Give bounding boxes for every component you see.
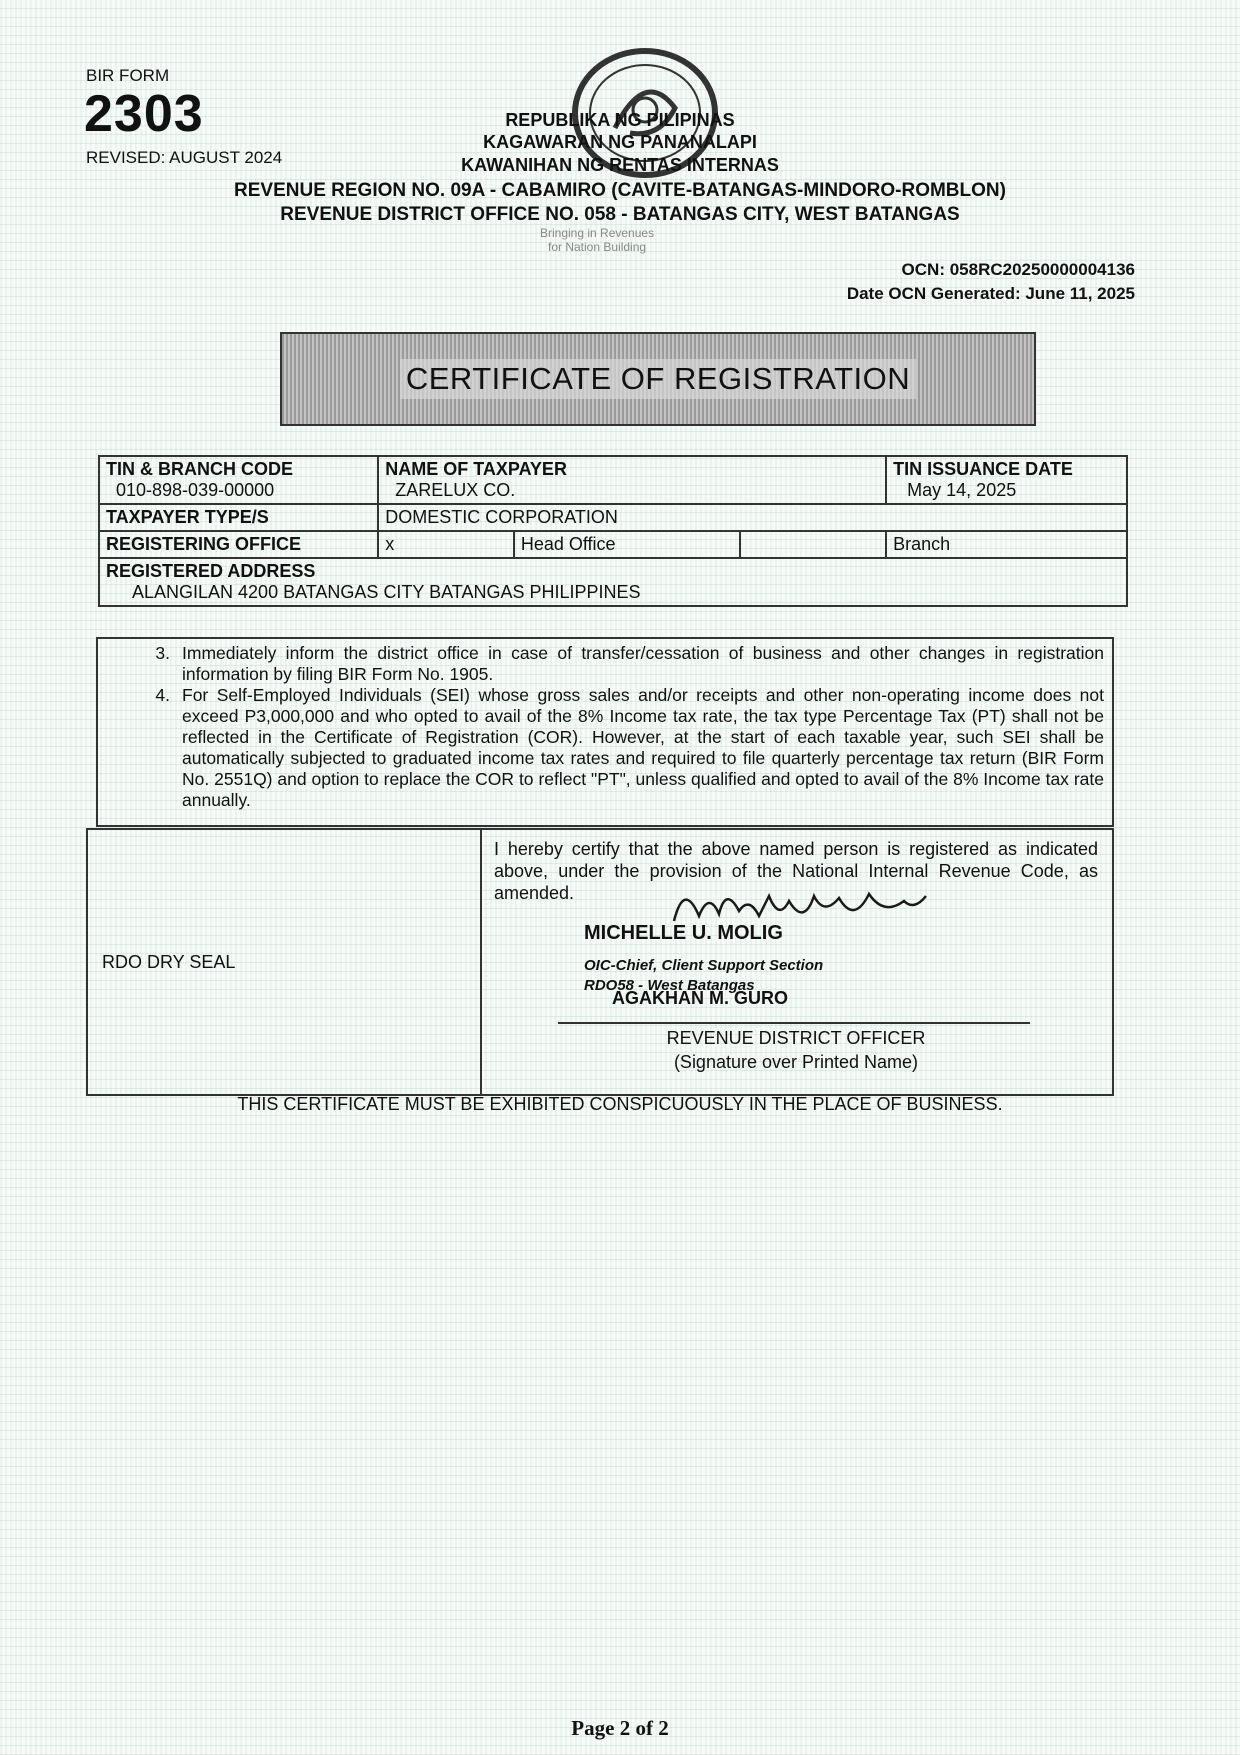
- motto: [540, 226, 654, 254]
- info-row-office: [99, 531, 1127, 558]
- header-bureau: KAWANIHAN NG RENTAS INTERNAS: [461, 155, 779, 175]
- issuance-value: May 14, 2025: [907, 480, 1017, 500]
- address-cell: [99, 558, 1127, 606]
- tin-cell: [99, 456, 378, 504]
- head-office-label: Head Office: [514, 531, 741, 558]
- title-band: [280, 332, 1036, 426]
- info-row-tin: [99, 456, 1127, 504]
- tin-value: 010-898-039-00000: [116, 480, 275, 500]
- ocn-block: [847, 258, 1135, 306]
- taxpayer-type-value: DOMESTIC CORPORATION: [378, 504, 1127, 531]
- taxpayer-type-label: TAXPAYER TYPE/S: [99, 504, 378, 531]
- rdo-name: AGAKHAN M. GURO: [612, 988, 788, 1008]
- note-3-number: 3.: [155, 643, 170, 663]
- rdo-subtitle: (Signature over Printed Name): [673, 1052, 919, 1072]
- signer-title-line-1: OIC-Chief, Client Support Section: [584, 957, 824, 974]
- address-label: REGISTERED ADDRESS: [106, 561, 316, 581]
- page-number: Page 2 of 2: [571, 1716, 669, 1740]
- branch-mark: [740, 531, 886, 558]
- head-office-mark: x: [378, 531, 514, 558]
- certificate-title: CERTIFICATE OF REGISTRATION: [400, 359, 916, 399]
- header-district: REVENUE DISTRICT OFFICE NO. 058 - BATANGAS CITY, WEST BATANGAS: [280, 204, 960, 225]
- certification-text: I hereby certify that the above named person is registered as indicated above, under the provision of the National Internal Revenue Code, as amended.: [494, 839, 1098, 903]
- form-revised: REVISED: AUGUST 2024: [86, 148, 283, 167]
- dry-seal-area: [88, 830, 482, 1094]
- address-value: ALANGILAN 4200 BATANGAS CITY BATANGAS PHILIPPINES: [132, 582, 641, 602]
- header-department: KAGAWARAN NG PANANALAPI: [483, 132, 757, 152]
- taxpayer-name-cell: [378, 456, 886, 504]
- rdo-title-block: [560, 1026, 1032, 1074]
- info-row-address: [99, 558, 1127, 606]
- note-4-text: For Self-Employed Individuals (SEI) whose gross sales and/or receipts and other non-operating income does not exceed P3,000,000 and who opted to avail of the 8% Income tax rate, the tax type Percentage Tax (PT) shall not be reflected in the Certificate of Registration (COR). However, at the start of each taxable year, such SEI shall be automatically subjected to graduated income tax rates and required to file quarterly percentage tax return (BIR Form No. 2551Q) and option to replace the COR to reflect "PT", unless qualified and opted to avail of the 8% Income tax rate annually.: [182, 685, 1104, 810]
- issuance-label: TIN ISSUANCE DATE: [893, 459, 1073, 479]
- signature-line: [558, 1022, 1030, 1024]
- taxpayer-name-value: ZARELUX CO.: [395, 480, 516, 500]
- rdo-title: REVENUE DISTRICT OFFICER: [666, 1028, 926, 1048]
- tin-label: TIN & BRANCH CODE: [106, 459, 293, 479]
- taxpayer-name-label: NAME OF TAXPAYER: [385, 459, 567, 479]
- note-4: [112, 685, 1104, 811]
- info-row-type: [99, 504, 1127, 531]
- form-number: 2303: [84, 85, 204, 143]
- issuance-cell: [886, 456, 1127, 504]
- motto-line-1: Bringing in Revenues: [540, 226, 655, 240]
- motto-line-2: for Nation Building: [548, 240, 647, 254]
- signer-title-line-2: RDO58 - West Batangas: [584, 977, 755, 994]
- form-label: BIR FORM: [86, 66, 170, 85]
- notes-box: [96, 637, 1114, 827]
- registering-office-label: REGISTERING OFFICE: [99, 531, 378, 558]
- note-3-text: Immediately inform the district office in case of transfer/cessation of business and other changes in registration information by filing BIR Form No. 1905.: [182, 643, 1104, 684]
- taxpayer-info-table: [98, 455, 1128, 607]
- exhibit-notice: THIS CERTIFICATE MUST BE EXHIBITED CONSPICUOUSLY IN THE PLACE OF BUSINESS.: [237, 1094, 1003, 1114]
- header-region: REVENUE REGION NO. 09A - CABAMIRO (CAVITE-BATANGAS-MINDORO-ROMBLON): [234, 180, 1006, 201]
- note-4-number: 4.: [155, 685, 170, 705]
- branch-label: Branch: [886, 531, 1127, 558]
- ocn-date: Date OCN Generated: June 11, 2025: [846, 284, 1135, 303]
- signer-name: MICHELLE U. MOLIG: [584, 922, 783, 944]
- note-3: [112, 643, 1104, 685]
- ocn-number: OCN: 058RC20250000004136: [901, 260, 1135, 279]
- dry-seal-label: RDO DRY SEAL: [102, 952, 236, 972]
- header-republic: REPUBLIKA NG PILIPINAS: [505, 110, 735, 130]
